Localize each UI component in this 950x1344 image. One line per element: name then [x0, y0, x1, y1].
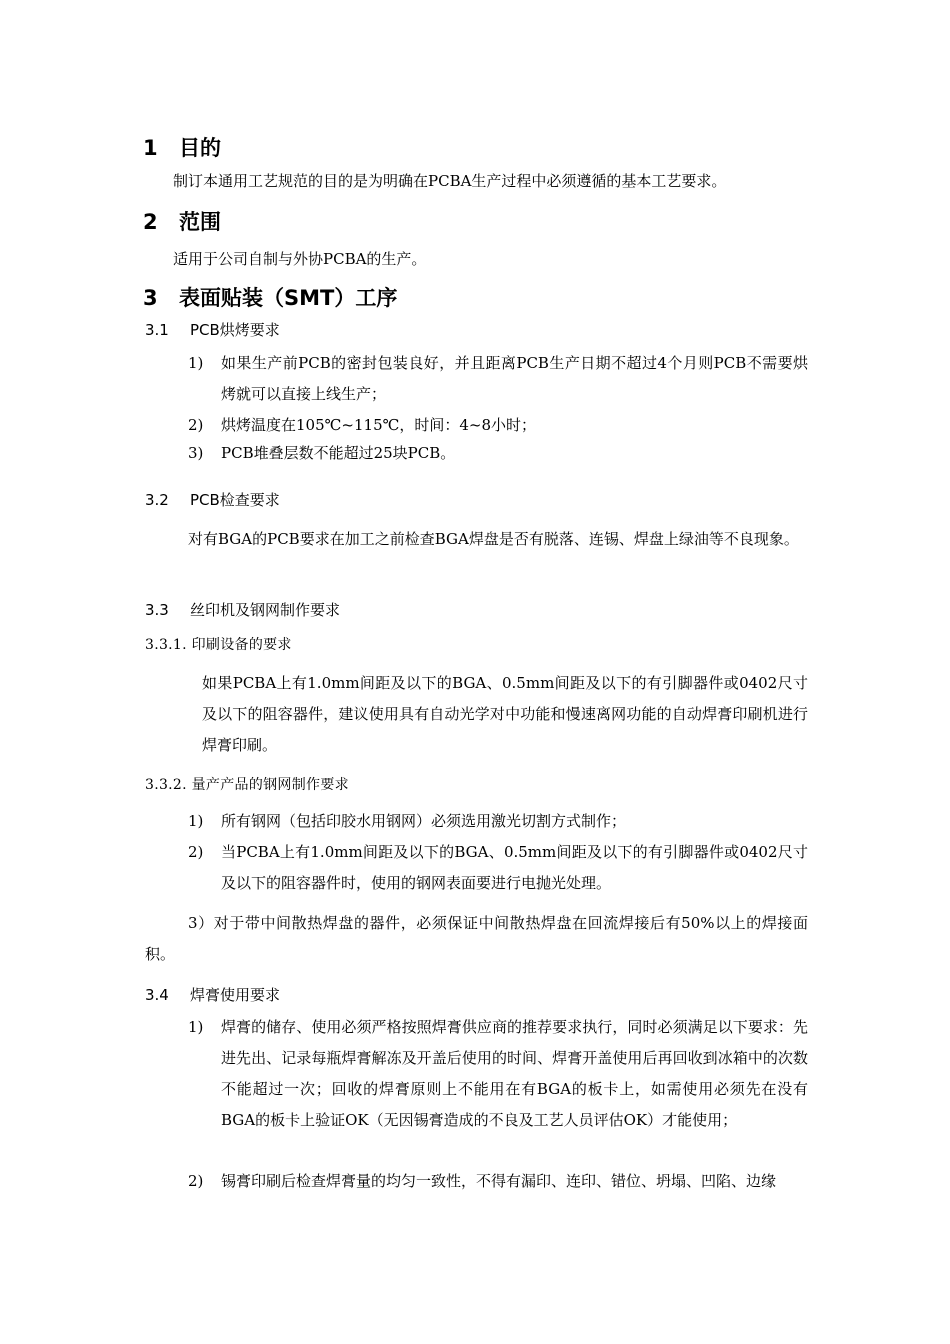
list-item: 2) 锡膏印刷后检查焊膏量的均匀一致性，不得有漏印、连印、错位、坍塌、凹陷、边缘: [188, 1172, 777, 1190]
heading-stencil: 3.3 丝印机及钢网制作要求: [145, 601, 341, 619]
heading-pcb-inspection: 3.2 PCB检查要求: [145, 491, 280, 509]
list-item: 2) 当PCBA上有1.0mm间距及以下的BGA、0.5mm间距及以下的有引脚器件或0402尺寸及以下的阻容器件时，使用的钢网表面要进行电抛光处理。: [188, 843, 808, 892]
list-item: 1) 如果生产前PCB的密封包装良好，并且距离PCB生产日期不超过4个月则PCB不需要烘烤就可以直接上线生产；: [188, 354, 808, 403]
heading-purpose: 1 目的: [143, 136, 221, 160]
heading-solder-paste: 3.4 焊膏使用要求: [145, 986, 281, 1004]
list-item: 2) 烘烤温度在105℃~115℃，时间：4~8小时；: [188, 416, 537, 434]
heading-pcb-baking: 3.1 PCB烘烤要求: [145, 321, 280, 339]
list-item: 1) 焊膏的储存、使用必须严格按照焊膏供应商的推荐要求执行，同时必须满足以下要求：先进先出、记录每瓶焊膏解冻及开盖后使用的时间、焊膏开盖使用后再回收到冰箱中的次数不能超过一次；回收的焊膏原则上不能用在有BGA的板卡上，如需使用必须先在没有BGA的板卡上验证OK（无因锡膏造成的不良及工艺人员评估OK）才能使用；: [188, 1018, 808, 1129]
pcb-inspection-text: 对有BGA的PCB要求在加工之前检查BGA焊盘是否有脱落、连锡、焊盘上绿油等不良现象。: [188, 530, 799, 548]
thermal-pad-note: 3）对于带中间散热焊盘的器件，必须保证中间散热焊盘在回流焊接后有50%以上的焊接面积。: [145, 914, 808, 963]
heading-smt: 3 表面贴装（SMT）工序: [143, 286, 398, 310]
purpose-text: 制订本通用工艺规范的目的是为明确在PCBA生产过程中必须遵循的基本工艺要求。: [173, 172, 727, 190]
heading-stencil-production: 3.3.2. 量产产品的钢网制作要求: [145, 777, 349, 793]
list-item: 3) PCB堆叠层数不能超过25块PCB。: [188, 444, 456, 462]
heading-printing-equipment: 3.3.1. 印刷设备的要求: [145, 637, 292, 653]
heading-scope: 2 范围: [143, 210, 221, 234]
printing-equipment-text: 如果PCBA上有1.0mm间距及以下的BGA、0.5mm间距及以下的有引脚器件或0402尺寸及以下的阻容器件，建议使用具有自动光学对中功能和慢速离网功能的自动焊膏印刷机进行焊膏印刷。: [202, 674, 808, 754]
scope-text: 适用于公司自制与外协PCBA的生产。: [173, 250, 427, 268]
list-item: 1) 所有钢网（包括印胶水用钢网）必须选用激光切割方式制作；: [188, 812, 627, 830]
